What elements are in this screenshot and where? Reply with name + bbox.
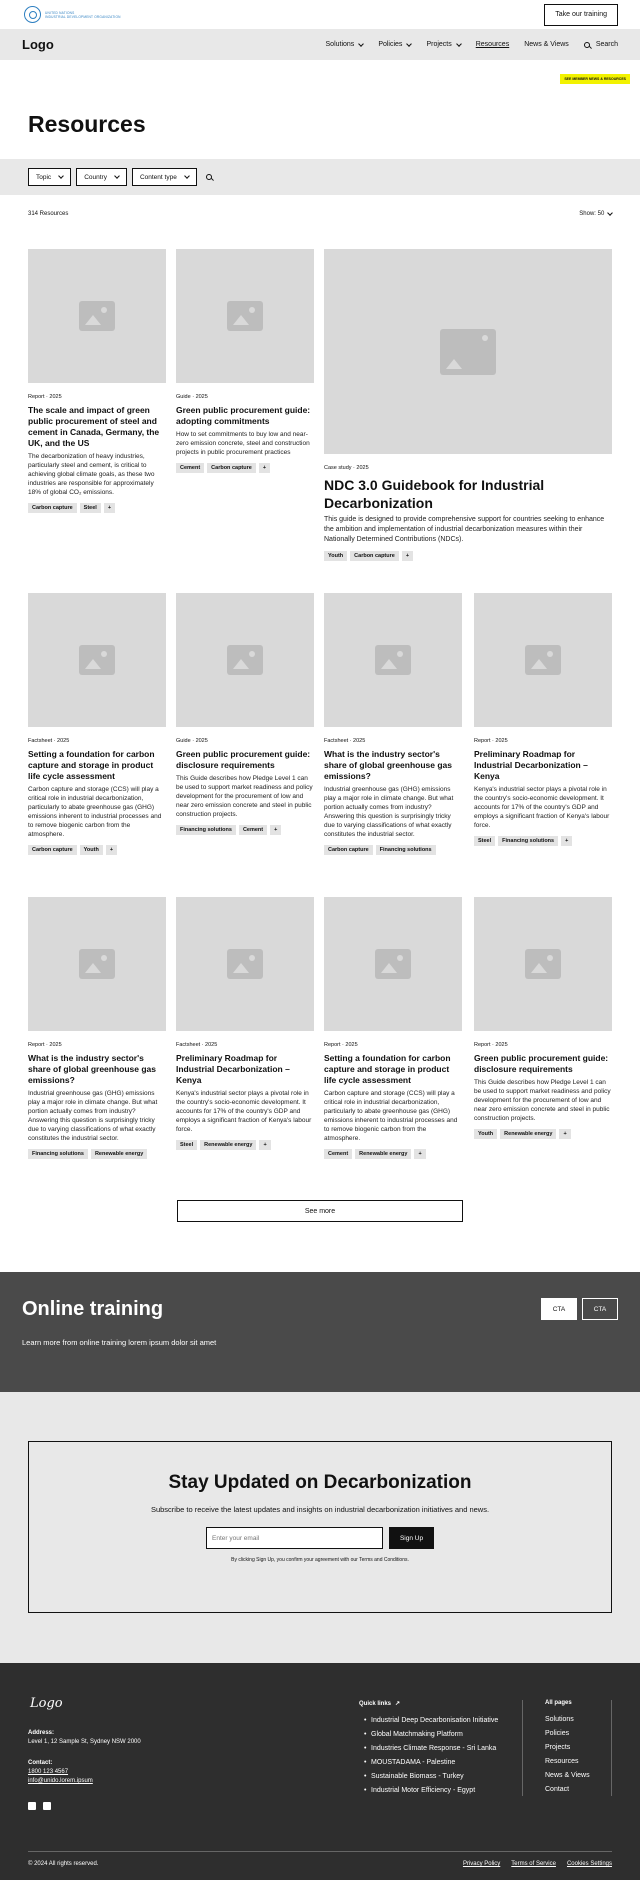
newsletter-title: Stay Updated on Decarbonization (168, 1472, 472, 1493)
resource-card[interactable] (176, 593, 314, 835)
image-placeholder-icon (525, 645, 561, 675)
resource-card[interactable] (176, 249, 314, 473)
nav-item-projects[interactable]: Projects (426, 41, 460, 48)
card-description: Industrial greenhouse gas (GHG) emissions play a major role in climate change. But what portion actually comes from industry? Answering this question is surprisingly tricky due to varying classifications of what exactly constitutes the industrial sector. (28, 1090, 158, 1142)
card-meta: Factsheet · 2025 (324, 738, 366, 744)
tag[interactable]: Financing solutions (28, 1149, 88, 1159)
site-logo[interactable]: Logo (22, 37, 54, 52)
card-image (324, 593, 462, 727)
card-meta: Case study · 2025 (324, 465, 369, 471)
tag[interactable]: Financing solutions (498, 836, 558, 846)
tag[interactable]: Carbon capture (324, 845, 373, 855)
card-image (176, 249, 314, 383)
card-tags (324, 1149, 462, 1159)
quick-link[interactable]: • Industrial Deep Decarbonisation Initiative (359, 1714, 498, 1728)
featured-resource-card[interactable] (324, 249, 612, 561)
card-image (176, 593, 314, 727)
card-description: Kenya's industrial sector plays a pivotal role in the country's socio-economic development. It accounts for 17% of the country's GDP and employs a significant fraction of Kenya's labour force. (176, 1090, 312, 1133)
card-description: How to set commitments to buy low and near-zero emission concrete, steel and construction projects in public procurement practices (176, 431, 310, 456)
results-count: 314 Resources (28, 211, 69, 217)
card-tags (176, 463, 314, 473)
footer-page-link[interactable]: Policies (545, 1730, 570, 1737)
tag[interactable]: Cement (176, 463, 204, 473)
quick-link[interactable]: • Sustainable Biomass - Turkey (359, 1770, 498, 1784)
top-bar (0, 0, 640, 29)
take-training-button[interactable]: Take our training (544, 4, 618, 26)
tag[interactable]: Renewable energy (355, 1149, 411, 1159)
card-title[interactable]: What is the industry sector's share of global greenhouse gas emissions? (324, 749, 453, 781)
chevron-down-icon (58, 173, 64, 179)
newsletter-box (28, 1441, 612, 1613)
footer (0, 1663, 640, 1880)
legal-links (463, 1861, 612, 1867)
more-tags-button[interactable]: + (270, 825, 281, 835)
quick-link[interactable]: • Industrial Motor Efficiency - Egypt (359, 1784, 498, 1798)
resource-card[interactable] (28, 897, 166, 1159)
main-nav (0, 29, 640, 60)
footer-page-link[interactable]: Contact (545, 1786, 570, 1793)
card-image (28, 593, 166, 727)
show-per-page-select[interactable]: Show: 50 (579, 211, 612, 229)
search-icon (584, 42, 590, 48)
divider (611, 1700, 612, 1796)
image-placeholder-icon (440, 329, 496, 375)
image-placeholder-icon (227, 301, 263, 331)
hero (0, 60, 640, 159)
quick-links: Quick links ↗ • Industrial Deep Decarbonisation Initiative • Global Matchmaking Platform • Industries Climate Response - Sri Lanka • MOUSTADAMA - Palestine • Sustainable Biomass - Turkey • Industrial Motor Efficiency - Egypt (359, 1700, 498, 1798)
footer-page-link[interactable]: Projects (545, 1744, 571, 1751)
newsletter-form (29, 1527, 611, 1549)
card-image (28, 249, 166, 383)
tag[interactable]: Youth (80, 845, 103, 855)
arrow-up-right-icon: ↗ (395, 1701, 401, 1707)
card-tags (324, 551, 612, 561)
card-description: Carbon capture and storage (CCS) will play a critical role in industrial decarbonization, particularly to abate greenhouse gas (GHG) emissions inherent to industrial processes and to remove biogenic carbon from the atmosphere. (28, 786, 162, 838)
resource-card[interactable] (474, 593, 612, 846)
online-training-banner (0, 1272, 640, 1392)
more-tags-button[interactable]: + (559, 1129, 570, 1139)
country-filter[interactable]: Country (76, 168, 127, 186)
card-description: Industrial greenhouse gas (GHG) emissions play a major role in climate change. But what portion actually comes from industry? Answering this question is surprisingly tricky due to varying classifications of what exactly constitutes the industrial sector. (324, 786, 454, 838)
phone-link[interactable]: 1800 123 4567 (28, 1769, 69, 1775)
nav-item-resources[interactable]: Resources (475, 41, 510, 48)
more-tags-button[interactable]: + (402, 551, 413, 561)
card-tags (176, 825, 314, 835)
card-tags (28, 1149, 166, 1159)
privacy-policy-link[interactable]: Privacy Policy (462, 1861, 501, 1867)
card-tags (474, 1129, 612, 1139)
card-image (324, 249, 612, 454)
image-placeholder-icon (227, 645, 263, 675)
card-title[interactable]: Preliminary Roadmap for Industrial Decarbonization – Kenya (176, 1053, 290, 1085)
card-title[interactable]: NDC 3.0 Guidebook for Industrial Decarbonization (324, 477, 545, 511)
footer-logo[interactable]: Logo (30, 1696, 63, 1711)
card-tags (28, 503, 166, 513)
cta-primary-button[interactable]: CTA (541, 1298, 577, 1320)
tag[interactable]: Cement (324, 1149, 352, 1159)
card-meta: Report · 2025 (28, 1042, 62, 1048)
card-description: Carbon capture and storage (CCS) will play a critical role in industrial decarbonization, particularly to abate greenhouse gas (GHG) emissions inherent to industrial processes and to remove biogenic carbon from the atmosphere. (324, 1090, 458, 1142)
nav-search[interactable]: Search (584, 41, 618, 48)
social-links (28, 1802, 51, 1810)
tag[interactable]: Financing solutions (176, 825, 236, 835)
email-input[interactable]: Enter your email (206, 1527, 383, 1549)
org-name-line1: UNITED NATIONS (45, 10, 75, 15)
tag[interactable]: Carbon capture (28, 503, 77, 513)
all-pages-links: All pages Solutions Policies Projects Resources News & Views Contact (545, 1700, 590, 1797)
tag[interactable]: Steel (80, 503, 101, 513)
results-header (0, 195, 640, 229)
card-description: Kenya's industrial sector plays a pivotal role in the country's socio-economic development. It accounts for 17% of the country's GDP and employs a significant fraction of Kenya's labour force. (474, 786, 610, 829)
org-name-line2: INDUSTRIAL DEVELOPMENT ORGANIZATION (45, 14, 121, 19)
quick-link[interactable]: • Global Matchmaking Platform (359, 1728, 498, 1742)
content-type-filter[interactable]: Content type (132, 168, 197, 186)
member-news-badge[interactable]: SEE MEMBER NEWS & RESOURCES (560, 74, 630, 84)
card-tags (28, 845, 166, 855)
chevron-down-icon (358, 41, 364, 47)
linkedin-icon[interactable] (28, 1802, 36, 1810)
card-title[interactable]: The scale and impact of green public procurement of steel and cement in Canada, Germany, the UK, and the US (28, 405, 160, 448)
chevron-down-icon (114, 173, 120, 179)
nav-links (326, 41, 618, 48)
card-title[interactable]: Setting a foundation for carbon capture and storage in product life cycle assessment (324, 1053, 451, 1085)
more-tags-button[interactable]: + (259, 463, 270, 473)
tag[interactable]: Youth (474, 1129, 497, 1139)
card-tags (176, 1140, 314, 1150)
chevron-down-icon (456, 41, 462, 47)
card-title[interactable]: Green public procurement guide: disclosure requirements (474, 1053, 609, 1074)
card-description: This Guide describes how Pledge Level 1 can be used to support market readiness and policy development for the procurement of low and near zero emission concrete and steel in public construction projects. (474, 1079, 611, 1122)
resource-card[interactable] (474, 897, 612, 1139)
footer-contact: Contact: 1800 123 4567 info@unido.lorem.ipsum (28, 1760, 93, 1784)
card-title[interactable]: Green public procurement guide: disclosure requirements (176, 749, 311, 770)
tag[interactable]: Financing solutions (376, 845, 436, 855)
card-meta: Guide · 2025 (176, 738, 208, 744)
tag[interactable]: Steel (474, 836, 495, 846)
image-placeholder-icon (79, 949, 115, 979)
tag[interactable]: Carbon capture (207, 463, 256, 473)
card-image (474, 897, 612, 1031)
card-meta: Report · 2025 (474, 1042, 508, 1048)
newsletter-subtitle: Subscribe to receive the latest updates and insights on industrial decarbonization initiatives and news. (150, 1505, 490, 1514)
card-tags (474, 836, 612, 846)
footer-page-link[interactable]: Resources (545, 1758, 579, 1765)
see-more-button[interactable]: See more (177, 1200, 463, 1222)
card-description: This Guide describes how Pledge Level 1 can be used to support market readiness and policy development for the procurement of low and near zero emission concrete and steel in public construction projects. (176, 775, 313, 818)
copyright: © 2024 All rights reserved. (28, 1861, 99, 1867)
card-title[interactable]: Preliminary Roadmap for Industrial Decarbonization – Kenya (474, 749, 588, 781)
card-tags (324, 845, 462, 855)
cookies-settings-link[interactable]: Cookies Settings (566, 1861, 612, 1867)
card-meta: Factsheet · 2025 (176, 1042, 218, 1048)
card-image (474, 593, 612, 727)
more-tags-button[interactable]: + (414, 1149, 425, 1159)
nav-item-solutions[interactable]: Solutions (326, 41, 364, 48)
sign-up-button[interactable]: Sign Up (389, 1527, 434, 1549)
image-placeholder-icon (375, 645, 411, 675)
tag[interactable]: Carbon capture (28, 845, 77, 855)
topic-filter[interactable]: Topic (28, 168, 71, 186)
resource-card[interactable] (176, 897, 314, 1150)
card-image (176, 897, 314, 1031)
chevron-down-icon (184, 173, 190, 179)
newsletter-section (0, 1392, 640, 1663)
unido-logo[interactable] (24, 6, 121, 23)
divider (28, 1851, 612, 1852)
tag[interactable]: Cement (239, 825, 267, 835)
card-meta: Factsheet · 2025 (28, 738, 70, 744)
card-image (28, 897, 166, 1031)
card-meta: Report · 2025 (28, 394, 62, 400)
tag[interactable]: Youth (324, 551, 347, 561)
card-description: The decarbonization of heavy industries, particularly steel and cement, is critical to achieving global climate goals, as these two industries are responsible for approximately 18% of global CO₂ emissions. (28, 453, 155, 496)
footer-address: Address: Level 1, 12 Sample St, Sydney NSW 2000 (28, 1730, 141, 1745)
chevron-down-icon (607, 210, 613, 216)
footer-page-link[interactable]: News & Views (545, 1772, 590, 1779)
consent-text: By clicking Sign Up, you confirm your agreement with our Terms and Conditions. (231, 1557, 409, 1563)
card-title[interactable]: Green public procurement guide: adopting commitments (176, 405, 311, 426)
nav-item-policies[interactable]: Policies (378, 41, 411, 48)
card-meta: Report · 2025 (324, 1042, 358, 1048)
page-title: Resources (28, 111, 146, 137)
card-title[interactable]: What is the industry sector's share of global greenhouse gas emissions? (28, 1053, 157, 1085)
image-placeholder-icon (227, 949, 263, 979)
more-tags-button[interactable]: + (106, 845, 117, 855)
card-image (324, 897, 462, 1031)
training-text: Learn more from online training lorem ipsum dolor sit amet (22, 1338, 217, 1347)
resource-card[interactable] (324, 897, 462, 1159)
quick-link[interactable]: • MOUSTADAMA - Palestine (359, 1756, 498, 1770)
tag[interactable]: Renewable energy (200, 1140, 256, 1150)
image-placeholder-icon (79, 645, 115, 675)
more-tags-button[interactable]: + (104, 503, 115, 513)
divider (522, 1700, 523, 1796)
card-meta: Guide · 2025 (176, 394, 208, 400)
un-emblem-icon (24, 6, 41, 23)
training-title: Online training (22, 1298, 164, 1320)
image-placeholder-icon (375, 949, 411, 979)
more-tags-button[interactable]: + (259, 1140, 270, 1150)
tag[interactable]: Renewable energy (91, 1149, 147, 1159)
footer-page-link[interactable]: Solutions (545, 1716, 574, 1723)
tag[interactable]: Renewable energy (500, 1129, 556, 1139)
image-placeholder-icon (79, 301, 115, 331)
tag[interactable]: Steel (176, 1140, 197, 1150)
cta-secondary-button[interactable]: CTA (582, 1298, 618, 1320)
search-icon[interactable] (206, 174, 212, 180)
youtube-icon[interactable] (43, 1802, 51, 1810)
resource-card[interactable] (28, 593, 166, 855)
card-meta: Report · 2025 (474, 738, 508, 744)
resource-card[interactable] (28, 249, 166, 513)
quick-link[interactable]: • Industries Climate Response - Sri Lanka (359, 1742, 498, 1756)
card-description: This guide is designed to provide comprehensive support for countries seeking to enhance the ambition and implementation of industrial decarbonization measures within their Nationally Determined Contributions (NDCs). (324, 516, 605, 543)
resource-card[interactable] (324, 593, 462, 855)
nav-item-news-views[interactable]: News & Views (524, 41, 569, 48)
filter-bar (0, 159, 640, 195)
image-placeholder-icon (525, 949, 561, 979)
more-tags-button[interactable]: + (561, 836, 572, 846)
chevron-down-icon (407, 41, 413, 47)
tag[interactable]: Carbon capture (350, 551, 399, 561)
terms-of-service-link[interactable]: Terms of Service (511, 1861, 556, 1867)
email-link[interactable]: info@unido.lorem.ipsum (28, 1778, 93, 1784)
card-title[interactable]: Setting a foundation for carbon capture and storage in product life cycle assessment (28, 749, 155, 781)
